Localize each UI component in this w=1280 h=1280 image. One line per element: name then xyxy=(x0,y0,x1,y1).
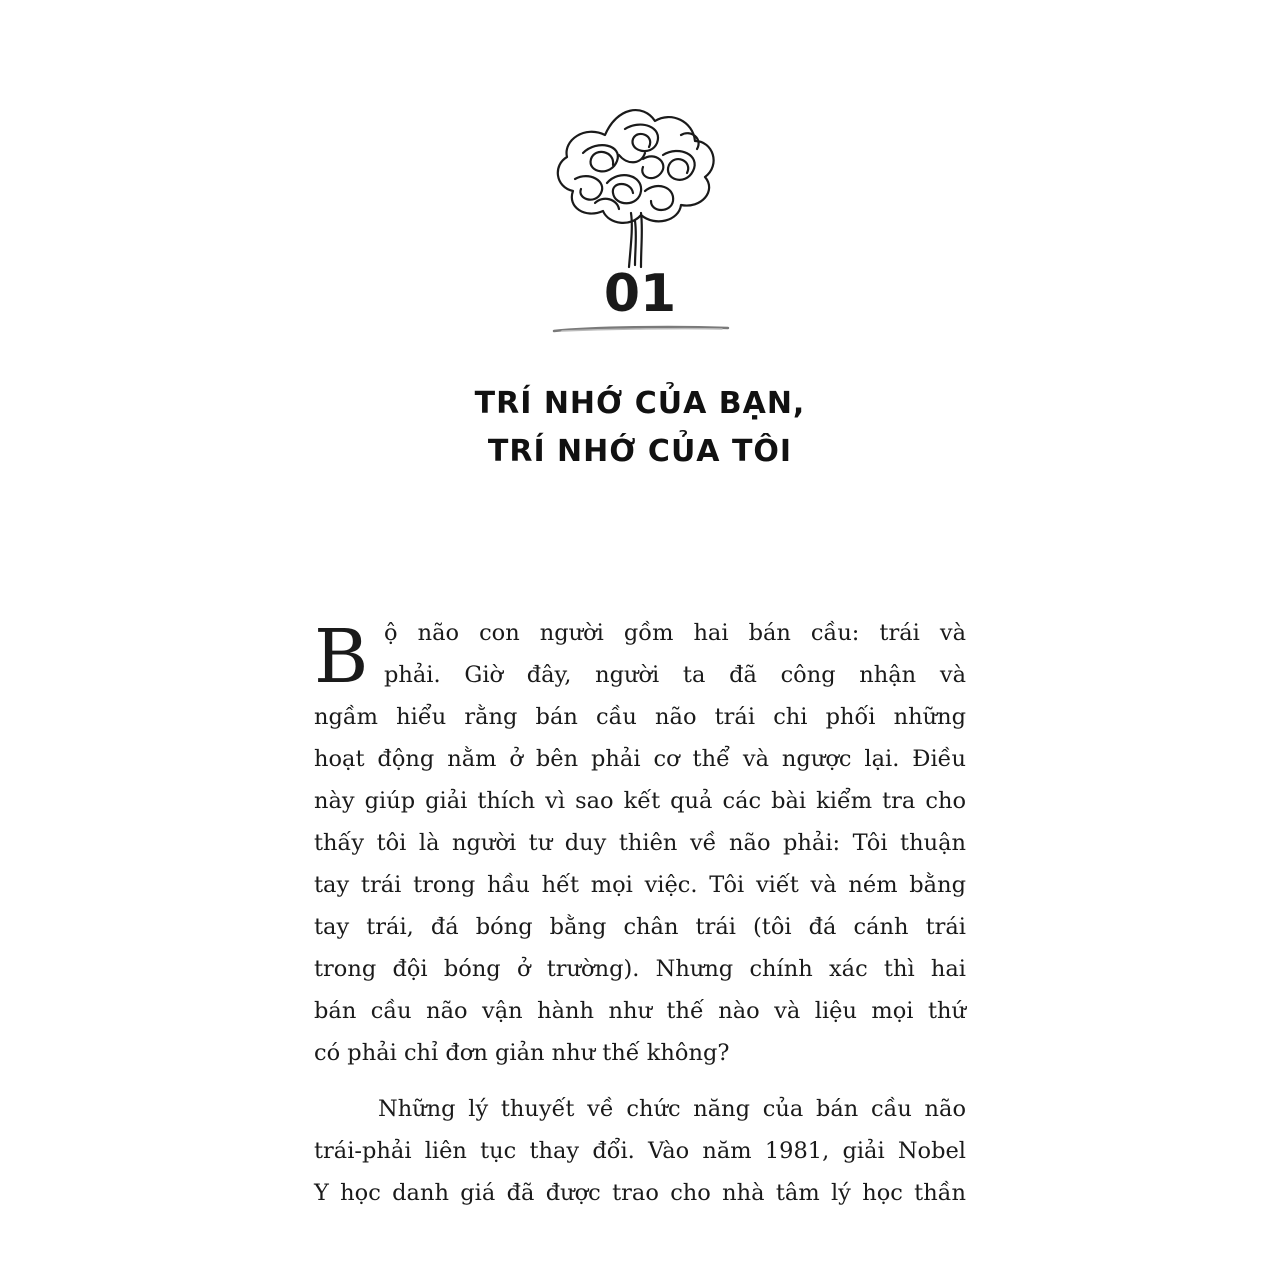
paragraph-1-line-7: tay trái trong hầu hết mọi việc. Tôi viết và ném bằng xyxy=(314,872,966,898)
paragraph-1-line-1: ộ não con người gồm hai bán cầu: trái và xyxy=(384,620,966,646)
paragraph-2-line-1: Những lý thuyết về chức năng của bán cầu não xyxy=(378,1096,966,1122)
paragraph-1-line-3: ngầm hiểu rằng bán cầu não trái chi phối những xyxy=(314,704,966,730)
paragraph-1-line-4: hoạt động nằm ở bên phải cơ thể và ngược lại. Điều xyxy=(314,746,966,772)
chapter-title-line-2: TRÍ NHỚ CỦA TÔI xyxy=(487,434,793,469)
paragraph-1-line-10: bán cầu não vận hành như thế nào và liệu mọi thứ xyxy=(314,998,966,1024)
chapter-title xyxy=(0,380,1280,476)
drop-cap: B xyxy=(314,614,369,700)
chapter-underline xyxy=(552,325,730,333)
paragraph-2-line-2: trái-phải liên tục thay đổi. Vào năm 1981, giải Nobel xyxy=(314,1138,966,1164)
paragraph-2-line-3: Y học danh giá đã được trao cho nhà tâm lý học thần xyxy=(314,1180,966,1206)
paragraph-1-line-6: thấy tôi là người tư duy thiên về não phải: Tôi thuận xyxy=(314,830,966,856)
paragraph-1-line-11: có phải chỉ đơn giản như thế không? xyxy=(314,1040,730,1066)
brain-scribble-icon xyxy=(545,95,735,270)
body-text xyxy=(314,612,966,1214)
paragraph-gap xyxy=(314,1074,966,1088)
chapter-title-line-1: TRÍ NHỚ CỦA BẠN, xyxy=(474,386,806,421)
paragraph-1-line-2: phải. Giờ đây, người ta đã công nhận và xyxy=(384,662,966,688)
chapter-number: 01 xyxy=(603,264,677,324)
paragraph-1-line-9: trong đội bóng ở trường). Nhưng chính xác thì hai xyxy=(314,956,966,982)
paragraph-1-line-8: tay trái, đá bóng bằng chân trái (tôi đá cánh trái xyxy=(314,914,966,940)
paragraph-1-line-5: này giúp giải thích vì sao kết quả các bài kiểm tra cho xyxy=(314,788,966,814)
